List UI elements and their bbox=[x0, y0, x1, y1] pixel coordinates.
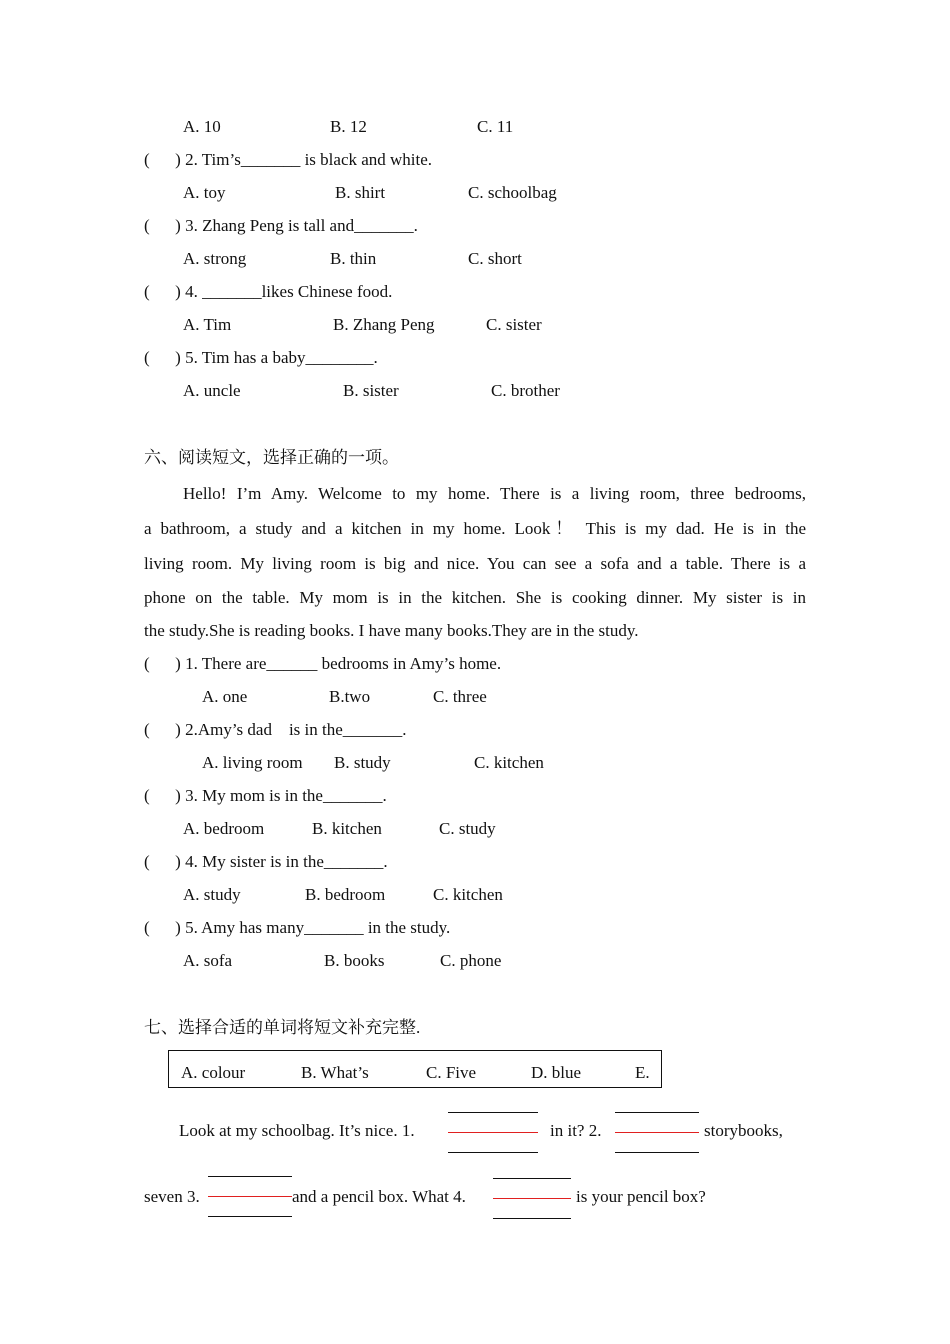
cloze-text: is your pencil box? bbox=[576, 1187, 706, 1206]
section-title: 七、选择合适的单词将短文补充完整. bbox=[144, 1018, 421, 1037]
option-c: C. 11 bbox=[477, 117, 514, 136]
question-stem: ( ) 5. Amy has many_______ in the study. bbox=[144, 918, 451, 937]
option-c: C. kitchen bbox=[474, 753, 544, 772]
blank-4[interactable] bbox=[493, 1178, 571, 1220]
question-stem: ( ) 1. There are______ bedrooms in Amy’s home. bbox=[144, 654, 502, 673]
word-option: D. blue bbox=[531, 1063, 582, 1082]
cloze-text: seven 3. bbox=[144, 1187, 200, 1206]
option-b: B. 12 bbox=[330, 117, 367, 136]
passage-line: a bathroom, a study and a kitchen in my home. Look！ This is my dad. He is in the bbox=[144, 519, 806, 538]
question-stem: ( ) 5. Tim has a baby________. bbox=[144, 348, 378, 367]
option-a: A. living room bbox=[202, 753, 303, 772]
word-bank-box bbox=[168, 1050, 662, 1088]
section-title: 六、阅读短文，选择正确的一项。 bbox=[144, 448, 399, 467]
option-a: A. one bbox=[202, 687, 248, 706]
option-b: B. kitchen bbox=[312, 819, 382, 838]
option-c: C. phone bbox=[440, 951, 502, 970]
option-c: C. study bbox=[439, 819, 496, 838]
option-c: C. schoolbag bbox=[468, 183, 557, 202]
blank-1[interactable] bbox=[448, 1112, 538, 1154]
blank-2[interactable] bbox=[615, 1112, 699, 1154]
question-stem: ( ) 3. Zhang Peng is tall and_______. bbox=[144, 216, 418, 235]
question-stem: ( ) 2. Tim’s_______ is black and white. bbox=[144, 150, 433, 169]
word-option: A. colour bbox=[181, 1063, 246, 1082]
option-a: A. Tim bbox=[183, 315, 232, 334]
option-b: B. shirt bbox=[335, 183, 386, 202]
question-stem: ( ) 3. My mom is in the_______. bbox=[144, 786, 387, 805]
question-stem: ( ) 4. My sister is in the_______. bbox=[144, 852, 388, 871]
option-c: C. brother bbox=[491, 381, 560, 400]
word-option: B. What’s bbox=[301, 1063, 369, 1082]
option-b: B. study bbox=[334, 753, 391, 772]
option-b: B. sister bbox=[343, 381, 399, 400]
option-a: A. uncle bbox=[183, 381, 241, 400]
option-b: B.two bbox=[329, 687, 371, 706]
blank-3[interactable] bbox=[208, 1176, 292, 1218]
question-stem: ( ) 2.Amy’s dad is in the_______. bbox=[144, 720, 407, 739]
question-stem: ( ) 4. _______likes Chinese food. bbox=[144, 282, 393, 301]
option-b: B. books bbox=[324, 951, 385, 970]
passage-line: phone on the table. My mom is in the kitchen. She is cooking dinner. My sister is in bbox=[144, 588, 806, 607]
word-option: E. bbox=[635, 1063, 650, 1082]
passage-line: Hello! I’m Amy. Welcome to my home. There is a living room, three bedrooms, bbox=[183, 484, 806, 503]
passage-line: the study.She is reading books. I have many books.They are in the study. bbox=[144, 621, 639, 640]
cloze-text: Look at my schoolbag. It’s nice. 1. bbox=[179, 1121, 415, 1140]
option-a: A. strong bbox=[183, 249, 247, 268]
option-c: C. three bbox=[433, 687, 487, 706]
option-a: A. toy bbox=[183, 183, 226, 202]
cloze-text: in it? 2. bbox=[550, 1121, 602, 1140]
option-b: B. bedroom bbox=[305, 885, 386, 904]
option-c: C. kitchen bbox=[433, 885, 503, 904]
option-c: C. short bbox=[468, 249, 522, 268]
cloze-text: and a pencil box. What 4. bbox=[292, 1187, 466, 1206]
cloze-text: storybooks, bbox=[704, 1121, 783, 1140]
option-a: A. sofa bbox=[183, 951, 233, 970]
option-a: A. study bbox=[183, 885, 241, 904]
option-b: B. thin bbox=[330, 249, 377, 268]
option-b: B. Zhang Peng bbox=[333, 315, 435, 334]
word-option: C. Five bbox=[426, 1063, 477, 1082]
passage-line: living room. My living room is big and nice. You can see a sofa and a table. There is a bbox=[144, 554, 806, 573]
option-a: A. 10 bbox=[183, 117, 221, 136]
option-c: C. sister bbox=[486, 315, 542, 334]
option-a: A. bedroom bbox=[183, 819, 265, 838]
